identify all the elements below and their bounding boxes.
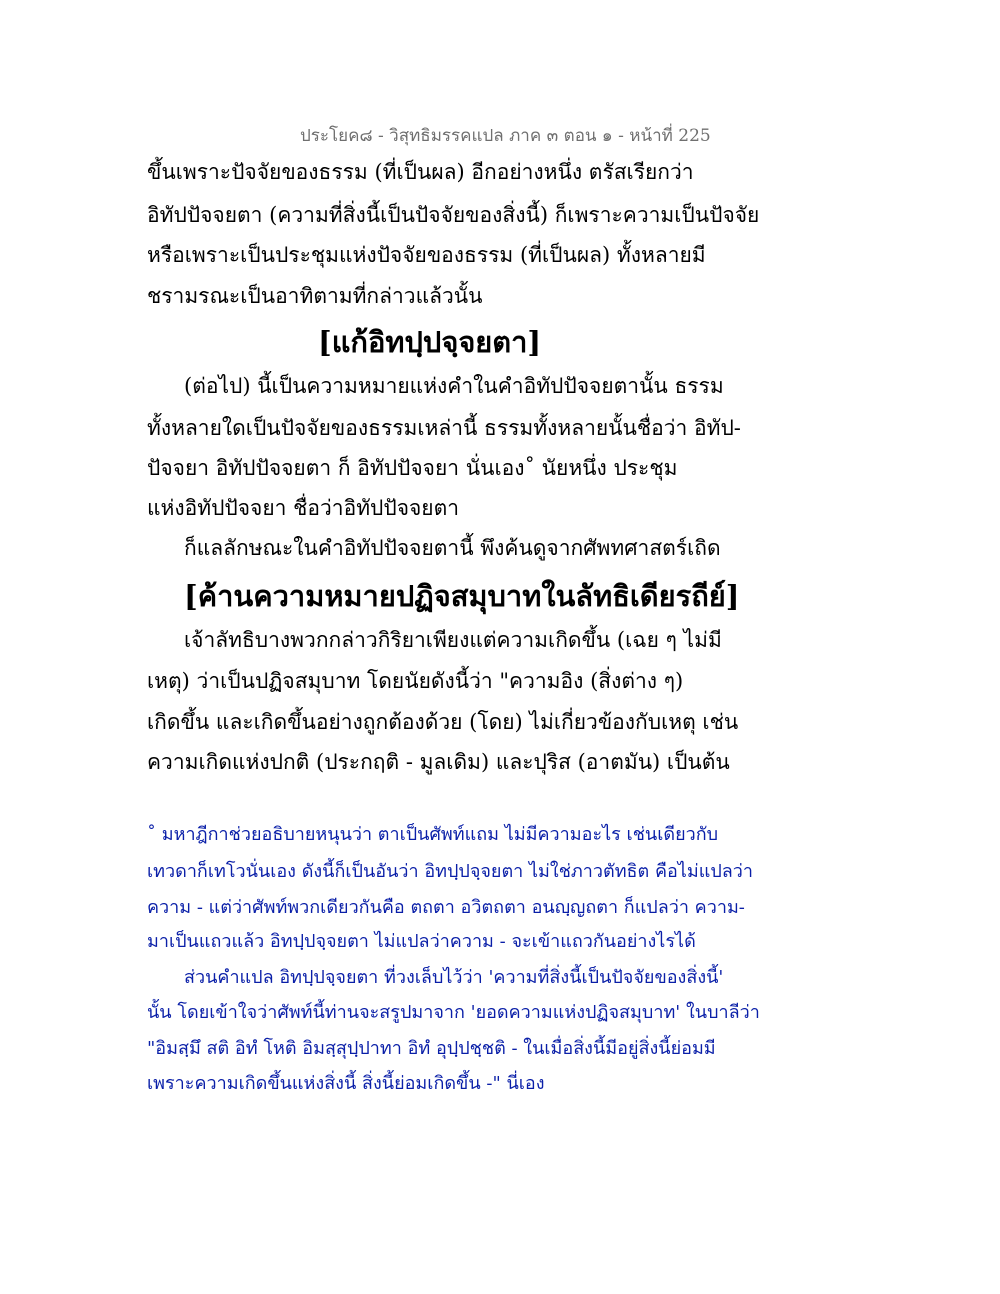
footnote-line: เทวดาก็เทโวนั่นเอง ดังนี้ก็เป็นอันว่า อิทปฺปจฺจยตา ไม่ใช่ภาวตัทธิต คือไม่แปลว่า	[147, 861, 753, 882]
body-line: แห่งอิทัปปัจจยา ชื่อว่าอิทัปปัจจยตา	[147, 496, 460, 520]
body-line: ปัจจยา อิทัปปัจจยตา ก็ อิทัปปัจจยา นั่นเอง˚ นัยหนึ่ง ประชุม	[147, 456, 678, 480]
footnote-line: เพราะความเกิดขึ้นแห่งสิ่งนี้ สิ่งนี้ย่อมเกิดขึ้น -" นี่เอง	[147, 1073, 545, 1094]
body-line: ความเกิดแห่งปกติ (ประกฤติ - มูลเดิม) และปุริส (อาตมัน) เป็นต้น	[147, 750, 730, 774]
footnote-line: นั้น โดยเข้าใจว่าศัพท์นี้ท่านจะสรูปมาจาก 'ยอดความแห่งปฏิจสมุบาท' ในบาลีว่า	[147, 1002, 760, 1023]
section-heading: [แก้อิทปฺปจฺจยตา]	[318, 325, 542, 359]
running-header: ประโยค๘ - วิสุทธิมรรคแปล ภาค ๓ ตอน ๑ - หน้าที่ 225	[300, 126, 711, 146]
body-line: เจ้าลัทธิบางพวกกล่าวกิริยาเพียงแต่ความเกิดขึ้น (เฉย ๆ ไม่มี	[184, 628, 722, 652]
body-line: ขึ้นเพราะปัจจัยของธรรม (ที่เป็นผล) อีกอย่างหนึ่ง ตรัสเรียกว่า	[147, 160, 694, 184]
section-heading: [ค้านความหมายปฏิจสมุบาทในลัทธิเดียรถีย์]	[184, 579, 740, 613]
body-line: ทั้งหลายใดเป็นปัจจัยของธรรมเหล่านี้ ธรรมทั้งหลายนั้นชื่อว่า อิทัป-	[147, 416, 741, 440]
body-line: อิทัปปัจจยตา (ความที่สิ่งนี้เป็นปัจจัยของสิ่งนี้) ก็เพราะความเป็นปัจจัย	[147, 203, 760, 227]
footnote-line: "อิมสฺมึ สติ อิทํ โหติ อิมสฺสุปฺปาทา อิทํ อุปฺปชฺชติ - ในเมื่อสิ่งนี้มีอยู่สิ่งนี้ย่อมมี	[147, 1038, 716, 1059]
footnote-line: ความ - แต่ว่าศัพท์พวกเดียวกันคือ ตถตา อวิตถตา อนญฺญถตา ก็แปลว่า ความ-	[147, 897, 745, 918]
body-line: เหตุ) ว่าเป็นปฏิจสมุบาท โดยนัยดังนี้ว่า "ความอิง (สิ่งต่าง ๆ)	[147, 669, 684, 693]
body-line: (ต่อไป) นี้เป็นความหมายแห่งคำในคำอิทัปปัจจยตานั้น ธรรม	[184, 374, 724, 398]
body-line: ก็แลลักษณะในคำอิทัปปัจจยตานี้ พึงค้นดูจากศัพทศาสตร์เถิด	[184, 536, 721, 560]
footnote-line: มาเป็นแถวแล้ว อิทปฺปจฺจยตา ไม่แปลว่าความ - จะเข้าแถวกันอย่างไรได้	[147, 931, 696, 952]
body-line: หรือเพราะเป็นประชุมแห่งปัจจัยของธรรม (ที่เป็นผล) ทั้งหลายมี	[147, 243, 706, 267]
body-line: เกิดขึ้น และเกิดขึ้นอย่างถูกต้องด้วย (โดย) ไม่เกี่ยวข้องกับเหตุ เช่น	[147, 710, 739, 734]
body-line: ชรามรณะเป็นอาทิตามที่กล่าวแล้วนั้น	[147, 284, 483, 308]
footnote-line: ˚ มหาฎีกาช่วยอธิบายหนุนว่า ตาเป็นศัพท์แถม ไม่มีความอะไร เช่นเดียวกับ	[147, 824, 719, 845]
footnote-line: ส่วนคำแปล อิทปฺปจฺจยตา ที่วงเล็บไว้ว่า 'ความที่สิ่งนี้เป็นปัจจัยของสิ่งนี้'	[184, 967, 724, 988]
